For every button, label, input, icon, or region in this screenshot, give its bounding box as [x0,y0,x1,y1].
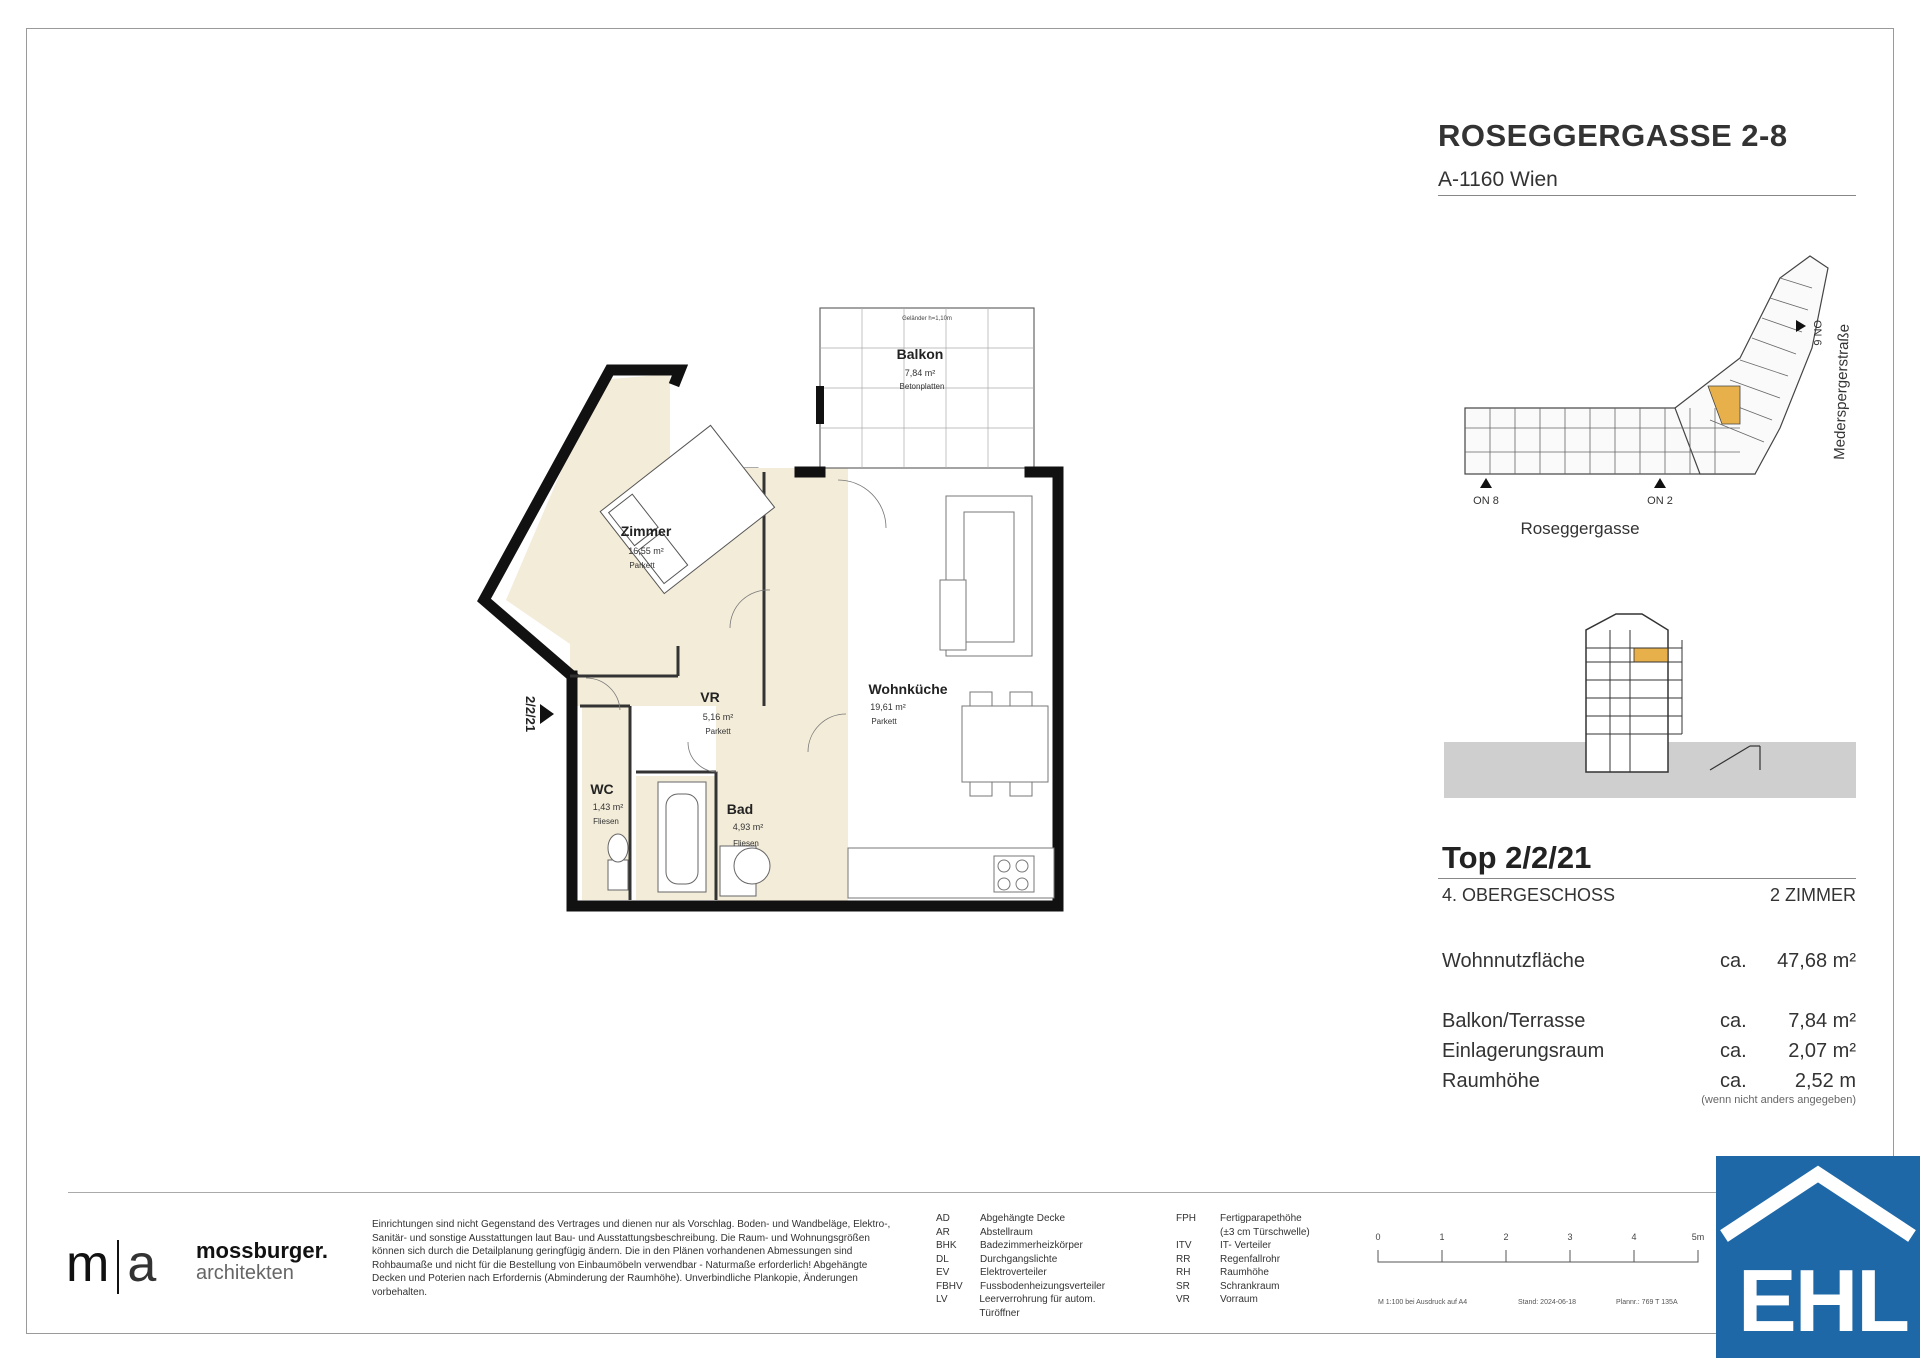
marker-on8: ON 8 [1473,495,1499,507]
scale-label: 4 [1631,1232,1637,1242]
unit-rooms: 2 ZIMMER [1769,885,1856,905]
abbr-key: ITV [1176,1240,1192,1251]
room-floor-wc: Fliesen [593,817,619,826]
abbr-value: Badezimmerheizkörper [980,1240,1083,1251]
room-floor-balkon: Betonplatten [899,382,945,391]
abbr-row [936,1226,1136,1240]
room-area-zimmer: 16,55 m² [628,546,664,556]
abbr-key: LV [936,1294,948,1305]
plan-number: Plannr.: 769 T 135A [1616,1299,1678,1306]
abbr-row [936,1212,1136,1226]
room-name-wc: WC [590,781,614,797]
section-view [1440,600,1860,800]
abbr-row [1176,1293,1356,1307]
marker-on6: ON 6 [1811,320,1823,346]
abbr-value: Vorraum [1220,1294,1258,1305]
scale-label: 2 [1503,1232,1509,1242]
abbr-value: Elektroverteiler [980,1267,1047,1278]
stat-value-balkon: 7,84 m² [1788,1010,1856,1032]
railing-note: Geländer h=1,10m [902,316,952,322]
plan-stand: Stand: 2024-06-18 [1518,1299,1576,1306]
site-plan [1440,238,1860,558]
ehl-logo-text: EHL [1738,1251,1908,1350]
abbr-key: RR [1176,1253,1191,1265]
room-area-balkon: 7,84 m² [904,368,936,378]
stat-value-wohnnutzflaeche: 47,68 m² [1777,950,1856,972]
logo-divider [117,1240,119,1294]
room-floor-zimmer: Parkett [629,561,655,570]
project-title: ROSEGGERGASSE 2-8 [1438,118,1788,153]
abbr-key: FBHV [936,1280,963,1292]
logo-a: a [127,1235,157,1293]
stat-value-einlagerungsraum: 2,07 m² [1788,1040,1856,1062]
stat-label-raumhoehe: Raumhöhe [1442,1070,1540,1092]
architect-subtitle: architekten [196,1262,294,1284]
ehl-logo [1716,1156,1920,1358]
stat-label-einlagerungsraum: Einlagerungsraum [1442,1040,1605,1062]
stat-ca: ca. [1720,950,1747,972]
abbr-value: Regenfallrohr [1220,1253,1281,1265]
stat-value-raumhoehe: 2,52 m [1794,1070,1856,1092]
scale-bar [1370,1220,1710,1310]
abbr-value: Fussbodenheizungsverteiler [980,1280,1106,1292]
abbr-key: FPH [1176,1213,1196,1224]
entrance-marker-icon [1480,478,1492,488]
abbr-row [1176,1226,1356,1240]
disclaimer-text: Einrichtungen sind nicht Gegenstand des Vertrages und dienen nur als Vorschlag. Boden- und Wandbeläge, Elektro-, Sanitär- und sonstige Ausstattungen laut Bau- und Ausstattungsbeschreibung. Die Raum- und Wohnungsgrößen können sich durch die Detailplanung geringfügig ändern. Die in den Plänen vorhandenen Abmessungen sind Rohbaumaße und nicht für die Bestellung von Einbaumöbeln verwendbar - Naturmaße erforderlich! Abgehängte Decken und Poterien nach Erfordernis (Abminderung der Raumhöhe). Unverbindliche Plankopie, Änderungen vorbehalten. [372,1219,891,1298]
abbr-row [936,1266,1136,1280]
abbr-value: Abstellraum [980,1226,1033,1238]
street-mederspergerstrasse: Mederspergerstraße [1831,323,1853,461]
room-area-wohnkueche: 19,61 m² [870,702,906,712]
stat-ca: ca. [1720,1040,1747,1062]
scale-label: 5m [1691,1232,1705,1242]
unit-marker-label: 2/2/21 [523,696,538,733]
abbr-value: Durchgangslichte [980,1253,1058,1265]
abbr-value: (±3 cm Türschwelle) [1220,1226,1310,1238]
floor-plan [470,300,1070,920]
unit-rule [1438,878,1856,879]
abbr-key: RH [1176,1267,1191,1278]
scale-label: 1 [1439,1232,1445,1242]
abbr-row [936,1293,1136,1320]
room-floor-wohnkueche: Parkett [871,717,897,726]
abbr-key: AD [936,1213,950,1224]
abbr-row [936,1239,1136,1253]
abbr-value: IT- Verteiler [1220,1240,1272,1251]
abbr-value: Fertigparapethöhe [1220,1213,1302,1224]
scale-note: M 1:100 bei Ausdruck auf A4 [1378,1299,1468,1306]
stat-ca: ca. [1720,1070,1747,1092]
marker-on2: ON 2 [1647,495,1673,507]
abbr-key: BHK [936,1240,957,1251]
entrance-marker-icon [1654,478,1666,488]
unit-floor: 4. OBERGESCHOSS [1442,885,1616,905]
unit-top-label: Top 2/2/21 [1442,840,1592,875]
abbr-row [1176,1253,1356,1267]
abbr-key: SR [1176,1280,1190,1292]
abbreviations-col1 [936,1212,1136,1320]
room-name-vr: VR [700,689,720,705]
stat-label-balkon: Balkon/Terrasse [1442,1010,1586,1032]
architect-name: mossburger. [196,1238,329,1263]
abbr-key [1176,1226,1220,1240]
room-area-bad: 4,93 m² [732,822,764,832]
abbr-row [1176,1280,1356,1294]
project-address: A-1160 Wien [1438,168,1558,191]
stat-label-wohnnutzflaeche: Wohnnutzfläche [1442,950,1586,972]
house-roof-icon [1716,1156,1920,1256]
abbr-row [936,1280,1136,1294]
logo-m: m [66,1235,110,1293]
abbreviations-col2 [1176,1212,1356,1307]
room-floor-vr: Parkett [705,727,731,736]
architect-logo-mark [66,1234,156,1294]
abbr-value: Abgehängte Decke [980,1213,1066,1224]
abbr-row [1176,1266,1356,1280]
abbr-key: VR [1176,1294,1190,1305]
room-floor-bad: Fliesen [733,839,759,848]
header-rule [1438,195,1856,196]
stat-note: (wenn nicht anders angegeben) [1701,1094,1856,1106]
scale-label: 0 [1375,1232,1381,1242]
room-area-vr: 5,16 m² [702,712,734,722]
abbr-value: Leerverrohrung für autom. Türöffner [979,1294,1096,1319]
abbr-key: AR [936,1226,950,1238]
room-name-zimmer: Zimmer [620,523,672,539]
room-name-bad: Bad [726,801,754,817]
abbr-value: Schrankraum [1220,1280,1280,1292]
abbr-value: Raumhöhe [1220,1267,1269,1278]
scale-label: 3 [1567,1232,1573,1242]
entrance-arrow-icon [540,704,554,724]
abbr-key: EV [936,1267,950,1278]
street-roseggergasse: Roseggergasse [1520,519,1640,538]
abbr-row [936,1253,1136,1267]
room-name-balkon: Balkon [896,346,944,362]
stat-ca: ca. [1720,1010,1747,1032]
footer-rule [68,1192,1748,1193]
abbr-key: DL [936,1253,949,1265]
room-area-wc: 1,43 m² [592,802,624,812]
abbr-row [1176,1239,1356,1253]
abbr-row [1176,1212,1356,1226]
room-name-wohnkueche: Wohnküche [868,681,948,697]
